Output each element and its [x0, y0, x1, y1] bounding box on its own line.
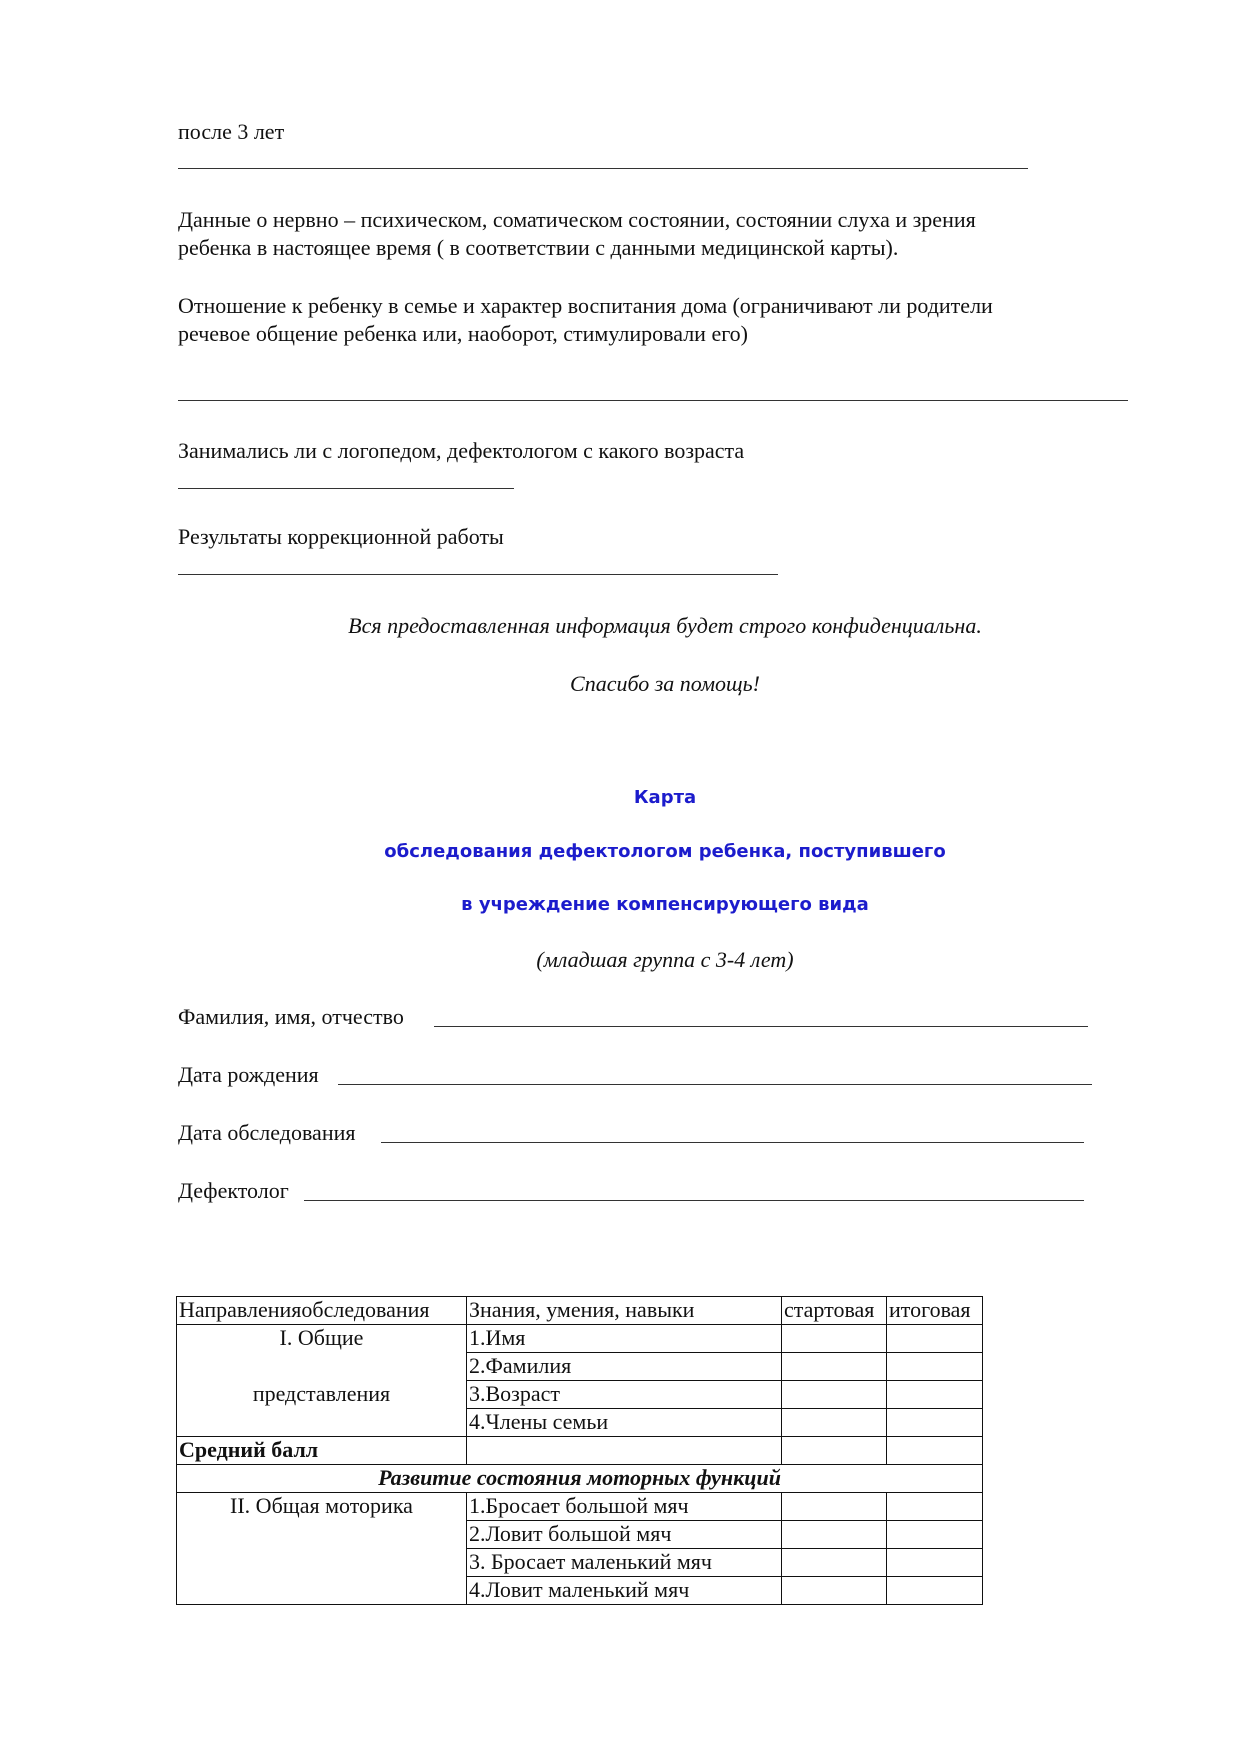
family-attitude-line-2: речевое общение ребенка или, наоборот, стимулировали его)	[178, 321, 749, 346]
card-title: Карта	[633, 787, 697, 808]
section-general-label-2: представления	[252, 1381, 391, 1406]
final-score-cell[interactable]	[887, 1549, 983, 1577]
exam-date-label: Дата обследования	[178, 1120, 356, 1145]
answer-line	[178, 488, 514, 489]
start-score-cell[interactable]	[782, 1381, 887, 1409]
skill-cell: 2.Ловит большой мяч	[467, 1521, 782, 1549]
card-group-label: (младшая группа с 3-4 лет)	[536, 947, 794, 972]
full-name-label: Фамилия, имя, отчество	[178, 1004, 404, 1029]
start-score-cell[interactable]	[782, 1409, 887, 1437]
final-score-cell[interactable]	[887, 1577, 983, 1605]
header-skills: Знания, умения, навыки	[467, 1297, 782, 1325]
header-direction: Направленияобследования	[177, 1297, 467, 1325]
examination-table	[176, 1296, 983, 1605]
card-subtitle-line-2: в учреждение компенсирующего вида	[461, 894, 869, 915]
start-score-cell[interactable]	[782, 1437, 887, 1465]
average-label: Средний балл	[177, 1437, 467, 1465]
exam-date-line	[381, 1142, 1084, 1143]
answer-line	[178, 574, 778, 575]
family-attitude-line-1: Отношение к ребенку в семье и характер воспитания дома (ограничивают ли родители	[178, 293, 993, 318]
section-heading-row	[177, 1465, 983, 1493]
answer-line	[178, 400, 1128, 401]
skill-cell: 1.Бросает большой мяч	[467, 1493, 782, 1521]
average-empty-cell	[467, 1437, 782, 1465]
full-name-field[interactable]	[178, 1003, 1088, 1031]
exam-date-field[interactable]	[178, 1119, 1084, 1147]
header-start: стартовая	[782, 1297, 887, 1325]
final-score-cell[interactable]	[887, 1437, 983, 1465]
average-row	[177, 1437, 983, 1465]
final-score-cell[interactable]	[887, 1521, 983, 1549]
start-score-cell[interactable]	[782, 1521, 887, 1549]
confidential-note: Вся предоставленная информация будет строго конфиденциальна.	[348, 613, 982, 638]
answer-line	[178, 168, 1028, 169]
final-score-cell[interactable]	[887, 1381, 983, 1409]
skill-cell: 4.Члены семьи	[467, 1409, 782, 1437]
final-score-cell[interactable]	[887, 1353, 983, 1381]
full-name-line	[434, 1026, 1088, 1027]
start-score-cell[interactable]	[782, 1325, 887, 1353]
final-score-cell[interactable]	[887, 1325, 983, 1353]
section-general-motor: II. Общая моторика	[177, 1493, 467, 1605]
section-general-label-1: I. Общие	[279, 1325, 364, 1350]
after-3-years-label: после 3 лет	[178, 119, 285, 144]
skill-cell: 1.Имя	[467, 1325, 782, 1353]
table-row	[177, 1325, 983, 1353]
health-data-line-2: ребенка в настоящее время ( в соответствии с данными медицинской карты).	[178, 235, 899, 260]
correction-results-label: Результаты коррекционной работы	[178, 524, 504, 549]
skill-cell: 2.Фамилия	[467, 1353, 782, 1381]
defectologist-label: Дефектолог	[178, 1178, 289, 1203]
skill-cell: 3.Возраст	[467, 1381, 782, 1409]
thanks-note: Спасибо за помощь!	[570, 671, 760, 696]
therapist-question: Занимались ли с логопедом, дефектологом с какого возраста	[178, 438, 745, 463]
start-score-cell[interactable]	[782, 1577, 887, 1605]
card-subtitle-line-1: обследования дефектологом ребенка, поступившего	[384, 841, 946, 862]
start-score-cell[interactable]	[782, 1353, 887, 1381]
skill-cell: 3. Бросает маленький мяч	[467, 1549, 782, 1577]
motor-functions-heading: Развитие состояния моторных функций	[177, 1465, 983, 1493]
skill-cell: 4.Ловит маленький мяч	[467, 1577, 782, 1605]
header-final: итоговая	[887, 1297, 983, 1325]
final-score-cell[interactable]	[887, 1493, 983, 1521]
final-score-cell[interactable]	[887, 1409, 983, 1437]
health-data-line-1: Данные о нервно – психическом, соматическом состоянии, состоянии слуха и зрения	[178, 207, 976, 232]
birth-date-label: Дата рождения	[178, 1062, 319, 1087]
defectologist-line	[304, 1200, 1084, 1201]
start-score-cell[interactable]	[782, 1549, 887, 1577]
birth-date-line	[338, 1084, 1092, 1085]
section-general-ideas	[177, 1325, 467, 1437]
start-score-cell[interactable]	[782, 1493, 887, 1521]
birth-date-field[interactable]	[178, 1061, 1092, 1089]
defectologist-field[interactable]	[178, 1177, 1084, 1205]
table-row	[177, 1493, 983, 1521]
table-header-row	[177, 1297, 983, 1325]
